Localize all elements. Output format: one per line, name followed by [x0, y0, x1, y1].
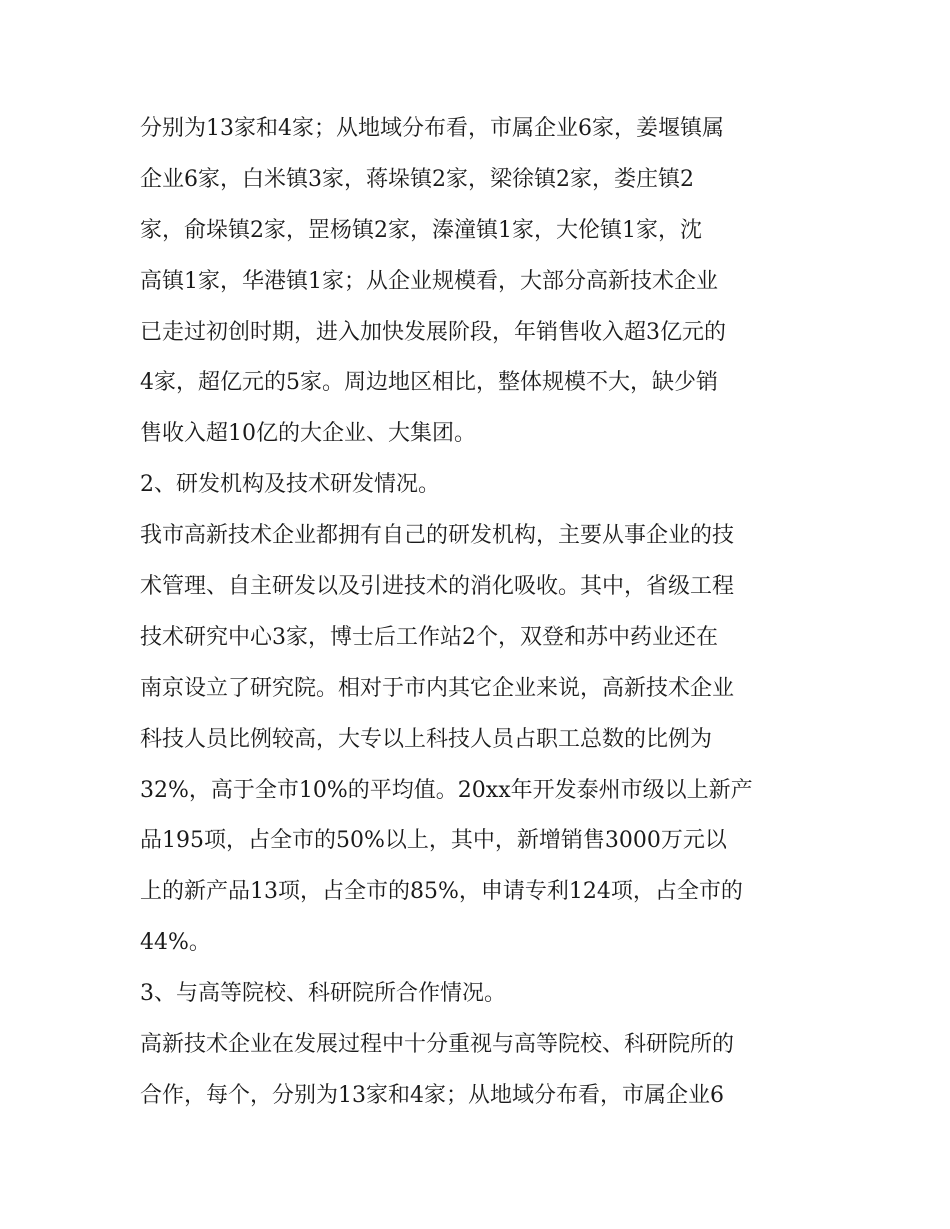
- text-line-15: 品195项，占全市的50%以上，其中，新增销售3000万元以: [140, 828, 727, 854]
- section-heading-2: 2、研发机构及技术研发情况。: [140, 472, 440, 498]
- text-line-12: 南京设立了研究院。相对于市内其它企业来说，高新技术企业: [140, 675, 735, 701]
- text-line-19: 高新技术企业在发展过程中十分重视与高等院校、科研院所的: [140, 1032, 735, 1058]
- body-text: [140, 104, 820, 1122]
- text-line-6: 4家，超亿元的5家。周边地区相比，整体规模不大，缺少销: [140, 370, 718, 396]
- text-line-20: 合作，每个，分别为13家和4家；从地域分布看，市属企业6: [140, 1082, 724, 1108]
- text-line-16: 上的新产品13项，占全市的85%，申请专利124项，占全市的: [140, 879, 743, 905]
- text-line-2: 企业6家，白米镇3家，蒋垛镇2家，梁徐镇2家，娄庄镇2: [140, 166, 694, 192]
- section-heading-3: 3、与高等院校、科研院所合作情况。: [140, 981, 506, 1007]
- text-line-13: 科技人员比例较高，大专以上科技人员占职工总数的比例为: [140, 726, 713, 752]
- text-line-11: 技术研究中心3家，博士后工作站2个，双登和苏中药业还在: [140, 624, 718, 650]
- text-line-3: 家，俞垛镇2家，罡杨镇2家，溱潼镇1家，大伦镇1家，沈: [140, 217, 702, 243]
- text-line-14: 32%，高于全市10%的平均值。20xx年开发泰州市级以上新产: [140, 777, 753, 803]
- text-line-10: 术管理、自主研发以及引进技术的消化吸收。其中，省级工程: [140, 574, 735, 600]
- text-line-5: 已走过初创时期，进入加快发展阶段，年销售收入超3亿元的: [140, 319, 726, 345]
- text-line-1: 分别为13家和4家；从地域分布看，市属企业6家，姜堰镇属: [140, 116, 724, 141]
- text-line-4: 高镇1家，华港镇1家；从企业规模看，大部分高新技术企业: [140, 268, 718, 294]
- text-line-7: 售收入超10亿的大企业、大集团。: [140, 421, 476, 447]
- text-line-17: 44%。: [140, 930, 211, 956]
- text-line-9: 我市高新技术企业都拥有自己的研发机构，主要从事企业的技: [140, 523, 735, 549]
